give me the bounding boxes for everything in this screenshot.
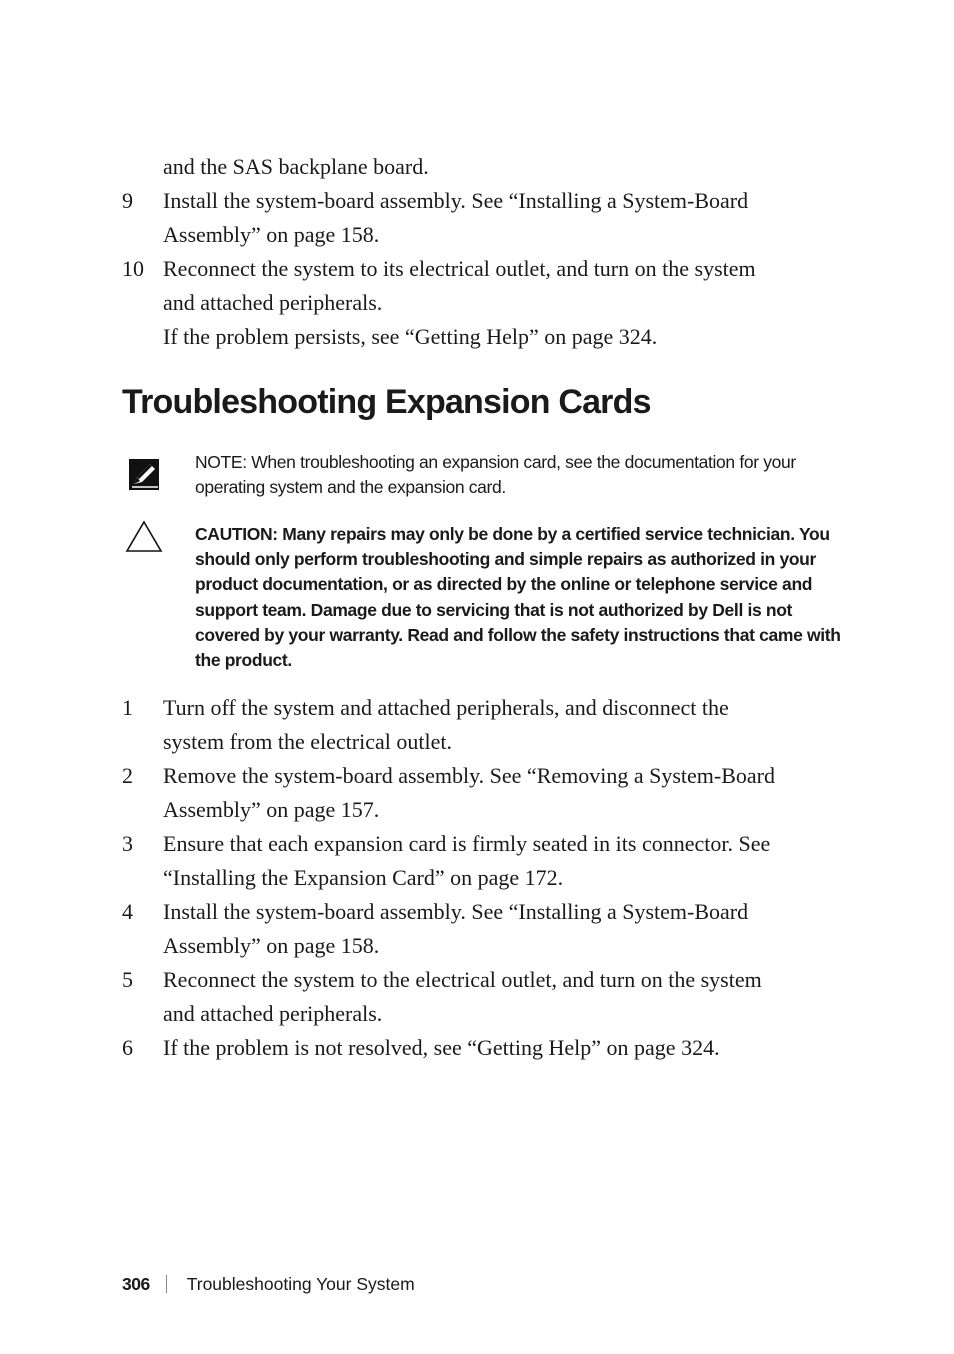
step-number: 5: [122, 967, 133, 992]
previous-procedure: [0, 150, 954, 354]
caution-line: the product.: [195, 650, 292, 671]
step-text-line: Assembly” on page 158.: [163, 933, 380, 958]
note-line: operating system and the expansion card.: [195, 477, 506, 498]
caution-line: CAUTION: Many repairs may only be done by a certified service technician. You: [195, 524, 830, 544]
note-box: [195, 450, 875, 500]
caution-line: should only perform troubleshooting and simple repairs as authorized in your: [195, 549, 816, 570]
note-text: When troubleshooting an expansion card, see the documentation for your: [246, 452, 796, 472]
caution-triangle-icon: [125, 520, 163, 554]
step-number: 2: [122, 763, 133, 788]
note-label: NOTE:: [195, 452, 247, 472]
step-item: [0, 895, 823, 963]
caution-line: covered by your warranty. Read and follow the safety instructions that came with: [195, 624, 841, 645]
footer-section-title: Troubleshooting Your System: [186, 1274, 415, 1294]
step-item: [0, 1031, 823, 1065]
step-text-line: Remove the system-board assembly. See “Removing a System-Board: [163, 763, 776, 788]
step-text-line: Ensure that each expansion card is firmly seated in its connector. See: [163, 831, 771, 856]
caution-box: [195, 522, 875, 673]
note-line: [195, 450, 875, 475]
step-text-line: Assembly” on page 157.: [163, 797, 380, 822]
step-text-line: Reconnect the system to its electrical outlet, and turn on the system: [163, 256, 756, 281]
step-item: [0, 691, 823, 759]
step-text-line: system from the electrical outlet.: [163, 729, 452, 754]
step-number: 3: [122, 831, 133, 856]
footer-divider: [166, 1275, 167, 1293]
step-item: [0, 184, 823, 252]
step-text-line: If the problem persists, see “Getting Help” on page 324.: [163, 324, 658, 349]
caution-line: product documentation, or as directed by the online or telephone service and: [195, 574, 813, 595]
step-text-line: Install the system-board assembly. See “Installing a System-Board: [163, 188, 749, 213]
page-footer: [122, 1271, 415, 1297]
step-text-line: “Installing the Expansion Card” on page 172.: [163, 865, 564, 890]
step-text-line: Turn off the system and attached peripherals, and disconnect the: [163, 695, 729, 720]
step-number: 4: [122, 899, 133, 924]
step-number: 9: [122, 188, 133, 213]
step-item: [0, 252, 823, 354]
step-number: 10: [122, 256, 144, 281]
step-text-line: If the problem is not resolved, see “Getting Help” on page 324.: [163, 1035, 720, 1060]
note-pencil-icon: [128, 458, 162, 492]
caution-line: support team. Damage due to servicing that is not authorized by Dell is not: [195, 599, 793, 620]
step-continuation: [0, 150, 823, 184]
step-item: [0, 759, 823, 827]
section-heading: Troubleshooting Expansion Cards: [122, 383, 651, 421]
step-text-line: Reconnect the system to the electrical outlet, and turn on the system: [163, 967, 762, 992]
step-text-line: Install the system-board assembly. See “Installing a System-Board: [163, 899, 749, 924]
step-text-line: and the SAS backplane board.: [163, 154, 429, 179]
step-number: 1: [122, 695, 133, 720]
step-item: [0, 963, 823, 1031]
page-number: 306: [122, 1274, 150, 1294]
step-number: 6: [122, 1035, 133, 1060]
step-text-line: Assembly” on page 158.: [163, 222, 380, 247]
procedure-steps: [0, 691, 954, 1065]
step-item: [0, 827, 823, 895]
step-text-line: and attached peripherals.: [163, 290, 383, 315]
step-text-line: and attached peripherals.: [163, 1001, 383, 1026]
